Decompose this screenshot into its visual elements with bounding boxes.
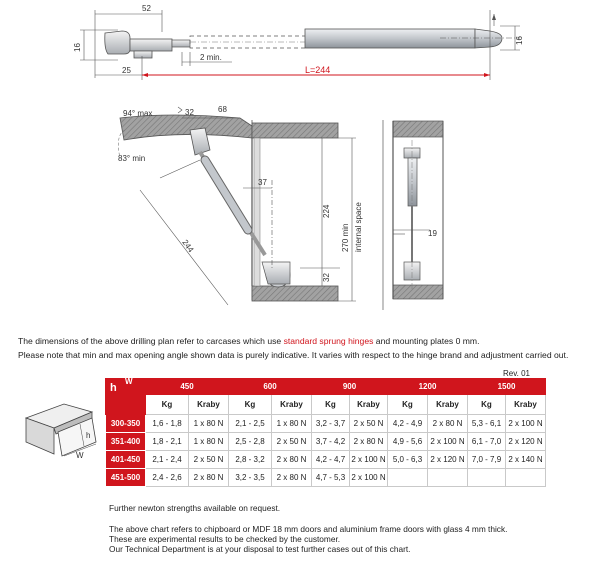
col-kraby: Kraby [506, 395, 546, 415]
spring-selection-table [105, 378, 546, 487]
dim-length-244: L=244 [305, 65, 331, 75]
width-600: 600 [229, 379, 312, 395]
dim-16-right: 16 [515, 36, 524, 45]
footnote-line2: These are experimental results to be checked by the customer. [109, 534, 341, 544]
table-cell: 7,0 - 7,9 [468, 451, 506, 469]
angle-max: 94° max [123, 109, 153, 118]
dim-32-bottom: 32 [322, 273, 331, 282]
table-cell: 2 x 120 N [428, 451, 468, 469]
iso-h-label: h [86, 431, 91, 440]
col-kg: Kg [468, 395, 506, 415]
gas-spring-side-view [73, 4, 524, 80]
col-kraby: Kraby [428, 395, 468, 415]
drilling-plan-note [18, 336, 479, 347]
col-kg: Kg [146, 395, 189, 415]
table-row [106, 451, 546, 469]
table-cell: 3,2 - 3,7 [312, 415, 350, 433]
width-900: 900 [312, 379, 388, 395]
height-range: 300-350 [106, 415, 146, 433]
table-cell: 3,2 - 3,5 [229, 469, 272, 487]
table-cell: 1 x 80 N [272, 415, 312, 433]
width-450: 450 [146, 379, 229, 395]
table-cell: 2 x 80 N [272, 451, 312, 469]
table-cell: 6,1 - 7,0 [468, 433, 506, 451]
table-cell: 2 x 50 N [272, 433, 312, 451]
opening-angle-note: Please note that min and max opening angle shown data is purely indicative. It varies with respect to the hinge brand and adjustment carried out. [18, 350, 569, 360]
table-cell: 2,5 - 2,8 [229, 433, 272, 451]
table-cell: 1 x 80 N [189, 415, 229, 433]
table-cell: 2 x 100 N [428, 433, 468, 451]
table-cell: 2,8 - 3,2 [229, 451, 272, 469]
table-cell: 2 x 50 N [189, 451, 229, 469]
table-cell: 2,4 - 2,6 [146, 469, 189, 487]
dim-270-min: 270 min [341, 223, 350, 252]
dim-52: 52 [142, 4, 151, 13]
note-line1-post: and mounting plates 0 mm. [373, 336, 480, 346]
col-kraby: Kraby [350, 395, 388, 415]
footnote-line1: The above chart refers to chipboard or MDF 18 mm doors and aluminium frame doors with glass 4 mm thick. [109, 524, 508, 534]
dim-224: 224 [322, 204, 331, 218]
cabinet-opening-view [118, 105, 363, 305]
sprung-hinges-link[interactable]: standard sprung hinges [283, 336, 374, 346]
dim-19: 19 [428, 229, 437, 238]
revision-label: Rev. 01 [503, 369, 530, 378]
table-cell: 4,9 - 5,6 [388, 433, 428, 451]
table-cell: 5,0 - 6,3 [388, 451, 428, 469]
table-cell: 2 x 80 N [428, 415, 468, 433]
cabinet-front-view [383, 120, 443, 310]
table-cell: 2 x 80 N [189, 469, 229, 487]
dim-68: 68 [218, 105, 227, 114]
table-cell: 2 x 120 N [506, 433, 546, 451]
dim-25: 25 [122, 66, 131, 75]
table-cell: 4,2 - 4,7 [312, 451, 350, 469]
col-kg: Kg [312, 395, 350, 415]
height-range: 451-500 [106, 469, 146, 487]
note-line1-pre: The dimensions of the above drilling plan refer to carcases which use [18, 336, 284, 346]
table-cell [428, 469, 468, 487]
table-corner: h W [106, 379, 146, 415]
height-range: 351-400 [106, 433, 146, 451]
width-1200: 1200 [388, 379, 468, 395]
table-cell: 4,7 - 5,3 [312, 469, 350, 487]
table-cell [468, 469, 506, 487]
col-kg: Kg [388, 395, 428, 415]
col-kraby: Kraby [272, 395, 312, 415]
width-1500: 1500 [468, 379, 546, 395]
table-cell: 1,6 - 1,8 [146, 415, 189, 433]
table-cell [388, 469, 428, 487]
table-cell [506, 469, 546, 487]
table-cell: 2 x 50 N [350, 415, 388, 433]
table-cell: 2 x 100 N [506, 415, 546, 433]
angle-min: 83° min [118, 154, 146, 163]
col-kg: Kg [229, 395, 272, 415]
table-cell: 1 x 80 N [189, 433, 229, 451]
table-cell: 5,3 - 6,1 [468, 415, 506, 433]
table-cell: 1,8 - 2,1 [146, 433, 189, 451]
table-cell: 3,7 - 4,2 [312, 433, 350, 451]
internal-space-label: internal space [354, 202, 363, 252]
footnote-further: Further newton strengths available on request. [109, 503, 281, 513]
table-cell: 2,1 - 2,4 [146, 451, 189, 469]
table-cell: 2,1 - 2,5 [229, 415, 272, 433]
table-cell: 2 x 80 N [272, 469, 312, 487]
table-cell: 2 x 100 N [350, 451, 388, 469]
dim-2-min: 2 min. [200, 53, 222, 62]
table-cell: 2 x 140 N [506, 451, 546, 469]
column-header-row [106, 395, 546, 415]
table-row [106, 415, 546, 433]
iso-w-label: W [76, 451, 84, 460]
footnote-line3: Our Technical Department is at your disposal to test further cases out of this chart. [109, 544, 411, 554]
col-kraby: Kraby [189, 395, 229, 415]
dim-244-diagonal: 244 [180, 237, 196, 255]
door-dimensions-diagram [18, 398, 104, 460]
dim-16-left: 16 [73, 43, 82, 52]
table-row [106, 469, 546, 487]
dim-37: 37 [258, 178, 267, 187]
table-cell: 2 x 80 N [350, 433, 388, 451]
dim-32-top: 32 [185, 108, 194, 117]
table-cell: 2 x 100 N [350, 469, 388, 487]
width-header-row [106, 379, 546, 395]
height-range: 401-450 [106, 451, 146, 469]
table-cell: 4,2 - 4,9 [388, 415, 428, 433]
table-row [106, 433, 546, 451]
